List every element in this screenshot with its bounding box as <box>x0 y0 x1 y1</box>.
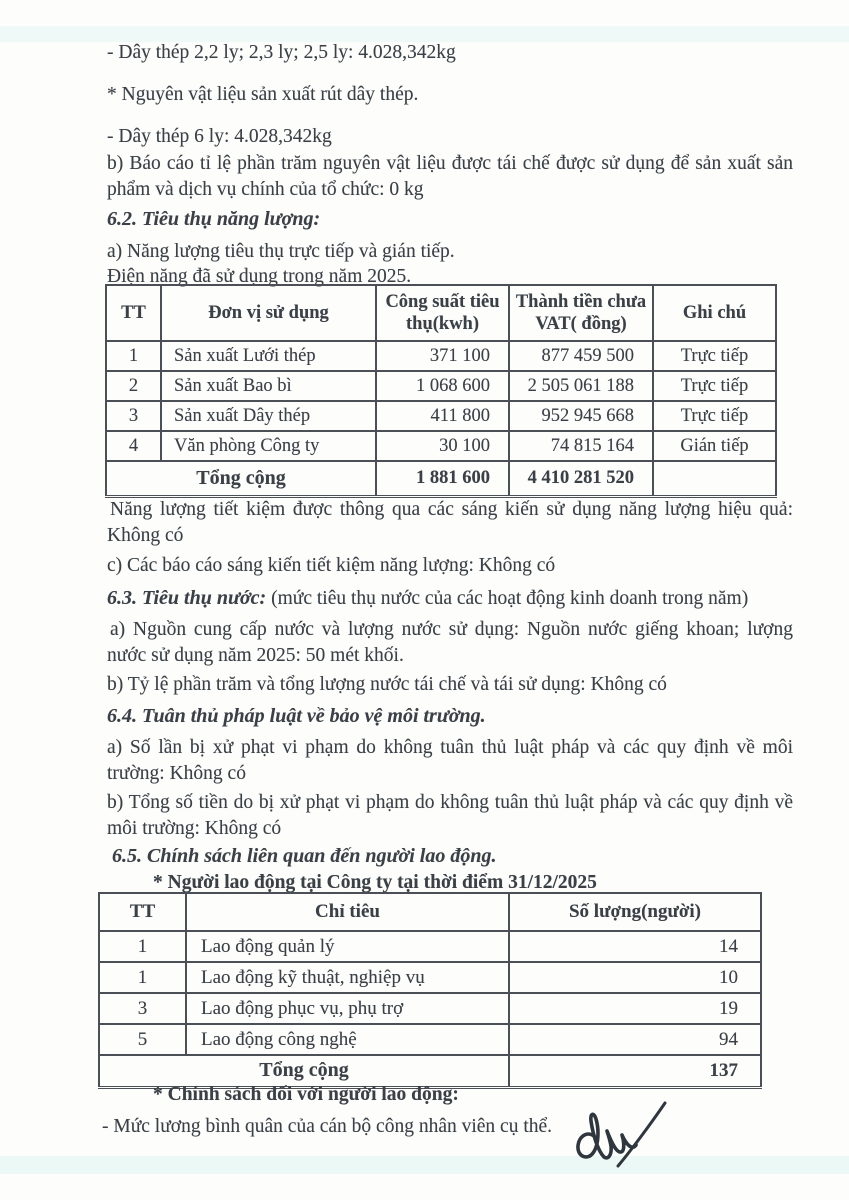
cell-amount: 74 815 164 <box>509 431 653 461</box>
col-header-tt: TT <box>99 893 186 931</box>
heading-6-4: 6.4. Tuân thủ pháp luật về bảo vệ môi trường. <box>107 705 486 727</box>
salary-line: - Mức lương bình quân của cán bộ công nhân viên cụ thể. <box>102 1116 553 1137</box>
intro-line-wire-sizes: - Dây thép 2,2 ly; 2,3 ly; 2,5 ly: 4.028,342kg <box>107 42 456 63</box>
cell-unit: Văn phòng Công ty <box>161 431 376 461</box>
para-water-supply-line1: a) Nguồn cung cấp nước và lượng nước sử dụng: Nguồn nước giếng khoan; lượng <box>110 619 793 640</box>
cell-tt: 3 <box>99 993 186 1024</box>
cell-kwh: 1 068 600 <box>376 371 509 401</box>
heading-6-3 <box>107 585 748 612</box>
cell-qty: 14 <box>509 931 761 962</box>
col-header-unit: Đơn vị sử dụng <box>161 285 376 341</box>
cell-qty: 19 <box>509 993 761 1024</box>
cell-tt: 5 <box>99 1024 186 1055</box>
table-row <box>106 341 776 371</box>
table-row <box>99 962 761 993</box>
item-6-2-c: c) Các báo cáo sáng kiến tiết kiệm năng lượng: Không có <box>107 555 556 576</box>
col-header-amount: Thành tiền chưa VAT( đồng) <box>509 285 653 341</box>
heading-6-3-bold: 6.3. Tiêu thụ nước: <box>107 587 267 609</box>
cell-tt: 3 <box>106 401 161 431</box>
para-violations-count <box>107 735 793 787</box>
cell-criteria: Lao động công nghệ <box>186 1024 509 1055</box>
para-recycled-percentage <box>107 151 793 203</box>
table-row <box>106 431 776 461</box>
para-water-supply <box>107 617 793 669</box>
item-6-3-b: b) Tỷ lệ phần trăm và tổng lượng nước tái chế và tái sử dụng: Không có <box>107 674 667 695</box>
cell-amount: 2 505 061 188 <box>509 371 653 401</box>
cell-unit: Sản xuất Dây thép <box>161 401 376 431</box>
cell-tt: 1 <box>106 341 161 371</box>
col-header-tt: TT <box>106 285 161 341</box>
heading-6-3-rest: (mức tiêu thụ nước của các hoạt động kinh doanh trong năm) <box>266 588 749 609</box>
para-energy-saving-line2: Không có <box>107 525 184 546</box>
total-label: Tổng cộng <box>106 461 376 496</box>
heading-6-5: 6.5. Chính sách liên quan đến người lao động. <box>112 845 497 867</box>
energy-consumption-table <box>105 284 777 498</box>
cell-tt: 1 <box>99 931 186 962</box>
total-label: Tổng cộng <box>99 1055 509 1087</box>
cell-kwh: 30 100 <box>376 431 509 461</box>
heading-6-2: 6.2. Tiêu thụ năng lượng: <box>107 208 321 230</box>
total-note-empty <box>653 461 776 496</box>
table-row <box>99 931 761 962</box>
table-row <box>106 401 776 431</box>
para-violations-fines-line1: b) Tổng số tiền do bị xử phạt vi phạm do không tuân thủ luật pháp và các quy định về <box>107 792 793 813</box>
energy-table-intro: Điện năng đã sử dụng trong năm 2025. <box>107 266 412 287</box>
table-row <box>99 1024 761 1055</box>
cell-qty: 94 <box>509 1024 761 1055</box>
cell-criteria: Lao động phục vụ, phụ trợ <box>186 993 509 1024</box>
col-header-note: Ghi chú <box>653 285 776 341</box>
labor-table <box>98 892 762 1089</box>
col-header-criteria: Chỉ tiêu <box>186 893 509 931</box>
energy-table-header-row <box>106 285 776 341</box>
policy-title: * Chính sách đối với người lao động: <box>153 1084 459 1105</box>
para-violations-count-line1: a) Số lần bị xử phạt vi phạm do không tuân thủ luật pháp và các quy định về môi <box>107 737 793 758</box>
item-6-2-a: a) Năng lượng tiêu thụ trực tiếp và gián tiếp. <box>107 241 455 262</box>
cell-tt: 1 <box>99 962 186 993</box>
cell-amount: 877 459 500 <box>509 341 653 371</box>
cell-qty: 10 <box>509 962 761 993</box>
cell-kwh: 411 800 <box>376 401 509 431</box>
table-row <box>99 993 761 1024</box>
scan-artifact-bottom-band <box>0 1156 849 1174</box>
cell-note: Trực tiếp <box>653 401 776 431</box>
para-violations-fines <box>107 790 793 842</box>
total-kwh: 1 881 600 <box>376 461 509 496</box>
cell-criteria: Lao động kỹ thuật, nghiệp vụ <box>186 962 509 993</box>
labor-table-header-row <box>99 893 761 931</box>
cell-note: Trực tiếp <box>653 371 776 401</box>
col-header-qty: Số lượng(người) <box>509 893 761 931</box>
cell-amount: 952 945 668 <box>509 401 653 431</box>
table-row <box>106 371 776 401</box>
total-qty: 137 <box>509 1055 761 1087</box>
intro-line-wire-6ly: - Dây thép 6 ly: 4.028,342kg <box>107 126 332 147</box>
cell-unit: Sản xuất Lưới thép <box>161 341 376 371</box>
intro-line-raw-material: * Nguyên vật liệu sản xuất rút dây thép. <box>107 84 419 105</box>
para-violations-count-line2: trường: Không có <box>107 763 246 784</box>
para-energy-saving <box>107 497 793 549</box>
cell-unit: Sản xuất Bao bì <box>161 371 376 401</box>
para-recycled-line2: phẩm và dịch vụ chính của tổ chức: 0 kg <box>107 179 424 200</box>
cell-note: Trực tiếp <box>653 341 776 371</box>
energy-table-total-row <box>106 461 776 496</box>
cell-tt: 4 <box>106 431 161 461</box>
col-header-power: Công suất tiêu thụ(kwh) <box>376 285 509 341</box>
para-water-supply-line2: nước sử dụng năm 2025: 50 mét khối. <box>107 645 404 666</box>
signature-mark <box>566 1094 676 1174</box>
cell-criteria: Lao động quản lý <box>186 931 509 962</box>
cell-tt: 2 <box>106 371 161 401</box>
para-energy-saving-line1: Năng lượng tiết kiệm được thông qua các sáng kiến sử dụng năng lượng hiệu quả: <box>110 499 793 520</box>
para-violations-fines-line2: môi trường: Không có <box>107 818 282 839</box>
cell-note: Gián tiếp <box>653 431 776 461</box>
total-amount: 4 410 281 520 <box>509 461 653 496</box>
labor-table-title: * Người lao động tại Công ty tại thời điểm 31/12/2025 <box>153 872 597 893</box>
cell-kwh: 371 100 <box>376 341 509 371</box>
para-recycled-line1: b) Báo cáo tỉ lệ phần trăm nguyên vật liệu được tái chế được sử dụng để sản xuất sản <box>107 153 793 174</box>
